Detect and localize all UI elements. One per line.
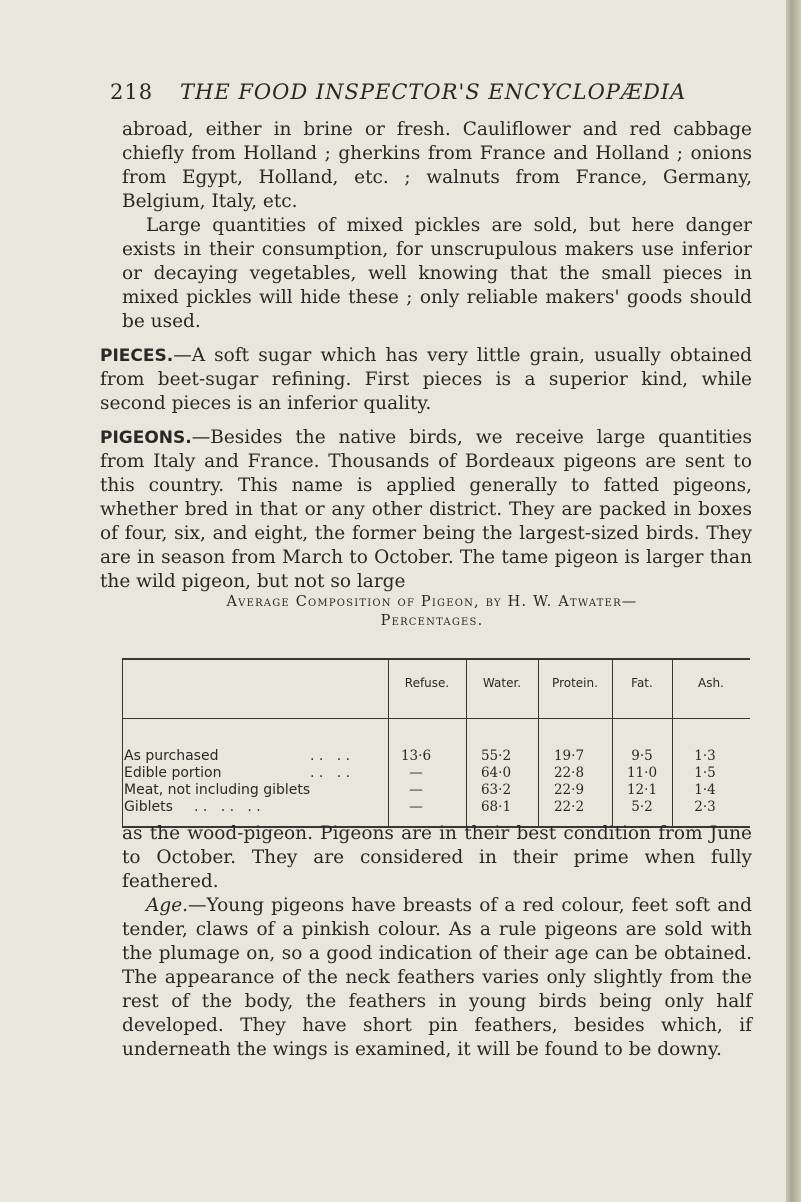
entry-heading-age: Age. (146, 895, 189, 916)
cell-ash: 1·5 (694, 765, 716, 781)
cell-refuse: — (409, 782, 423, 798)
table-left-rule (122, 658, 123, 828)
column-header-protein: Protein. (552, 676, 598, 690)
entry-body-pigeons: —Besides the native birds, we receive large quantities from Italy and France. Thousands of Bordeaux pigeons are sent to this country. This name is applied generally to fatted pigeons, whether bred in that or any other district. They are packed in boxes of four, six, and eight, the former being the largest-sized birds. They are in season from March to October. The tame pigeon is larger than the wild pigeon, but not so large (100, 427, 752, 592)
paragraph-mixed-pickles: Large quantities of mixed pickles are sold, but here danger exists in their consumption, for unscrupulous makers use inferior or decaying vegetables, well knowing that the small pieces in mixed pickles will hide these ; only reliable makers' goods should be used. (122, 215, 752, 332)
cell-refuse: 13·6 (400, 748, 432, 764)
entry-pigeons (100, 426, 752, 594)
cell-fat: 5·2 (631, 799, 653, 815)
table-header-rule (122, 718, 750, 719)
entry-body-age: —Young pigeons have breasts of a red colour, feet soft and tender, claws of a pinkish colour. As a rule pigeons are sold with the plumage on, so a good indication of their age can be obtained. The appearance of the neck feathers varies only slightly from the rest of the body, the feathers in young birds being only half developed. They have short pin feathers, besides which, if underneath the wings is examined, it will be found to be downy. (122, 895, 752, 1060)
table-row-label: Giblets . . . . . . (124, 799, 261, 815)
column-header-fat: Fat. (631, 676, 653, 690)
entry-heading-pieces: PIECES. (100, 346, 174, 366)
running-title: THE FOOD INSPECTOR'S ENCYCLOPÆDIA (180, 80, 687, 104)
paragraph-wood-pigeon: as the wood-pigeon. Pigeons are in their best condition from June to October. They are considered in their prime when fully feathered. (122, 823, 752, 892)
cell-refuse: — (409, 765, 423, 781)
cell-ash: 2·3 (694, 799, 716, 815)
entry-body-pieces: —A soft sugar which has very little grain, usually obtained from beet-sugar refining. First pieces is a superior kind, while second pieces is an inferior quality. (100, 345, 752, 414)
running-header (110, 80, 750, 104)
cell-ash: 1·3 (694, 748, 716, 764)
cell-protein: 22·8 (553, 765, 585, 781)
cell-water: 63·2 (480, 782, 512, 798)
cell-protein: 22·2 (553, 799, 585, 815)
table-caption-line2: Percentages. (380, 613, 484, 629)
cell-water: 68·1 (480, 799, 512, 815)
column-header-water: Water. (482, 676, 522, 690)
cell-water: 55·2 (480, 748, 512, 764)
composition-table (122, 658, 750, 828)
cell-fat: 11·0 (626, 765, 658, 781)
table-caption (122, 593, 742, 631)
table-row-label: Meat, not including giblets (124, 782, 311, 798)
cell-water: 64·0 (480, 765, 512, 781)
dot-leader: . . . . . . (194, 799, 261, 815)
column-header-ash: Ash. (698, 676, 724, 690)
table-caption-line1: Average Composition of Pigeon, by H. W. Atwater— (226, 594, 638, 610)
table-top-rule (122, 658, 750, 660)
text-block-bottom (122, 822, 752, 1062)
cell-fat: 9·5 (631, 748, 653, 764)
cell-ash: 1·4 (694, 782, 716, 798)
cell-fat: 12·1 (626, 782, 658, 798)
entry-pieces (100, 344, 752, 416)
entry-heading-pigeons: PIGEONS. (100, 428, 192, 448)
page-number: 218 (110, 80, 154, 104)
text-block-top (100, 118, 752, 594)
dot-leader: . . . . (310, 748, 351, 764)
paragraph-abroad: abroad, either in brine or fresh. Cauliflower and red cabbage chiefly from Holland ; gherkins from France and Holland ; onions from Egypt, Holland, etc. ; walnuts from France, Germany, Belgium, Italy, etc. (122, 119, 752, 212)
page-edge (786, 0, 801, 1202)
dot-leader: . . . . (310, 765, 351, 781)
table-row-label: As purchased . . . . (124, 748, 351, 764)
table-row-label: Edible portion . . . . (124, 765, 351, 781)
cell-refuse: — (409, 799, 423, 815)
cell-protein: 22·9 (553, 782, 585, 798)
cell-protein: 19·7 (553, 748, 585, 764)
entry-age (122, 894, 752, 1062)
column-header-refuse: Refuse. (404, 676, 450, 690)
